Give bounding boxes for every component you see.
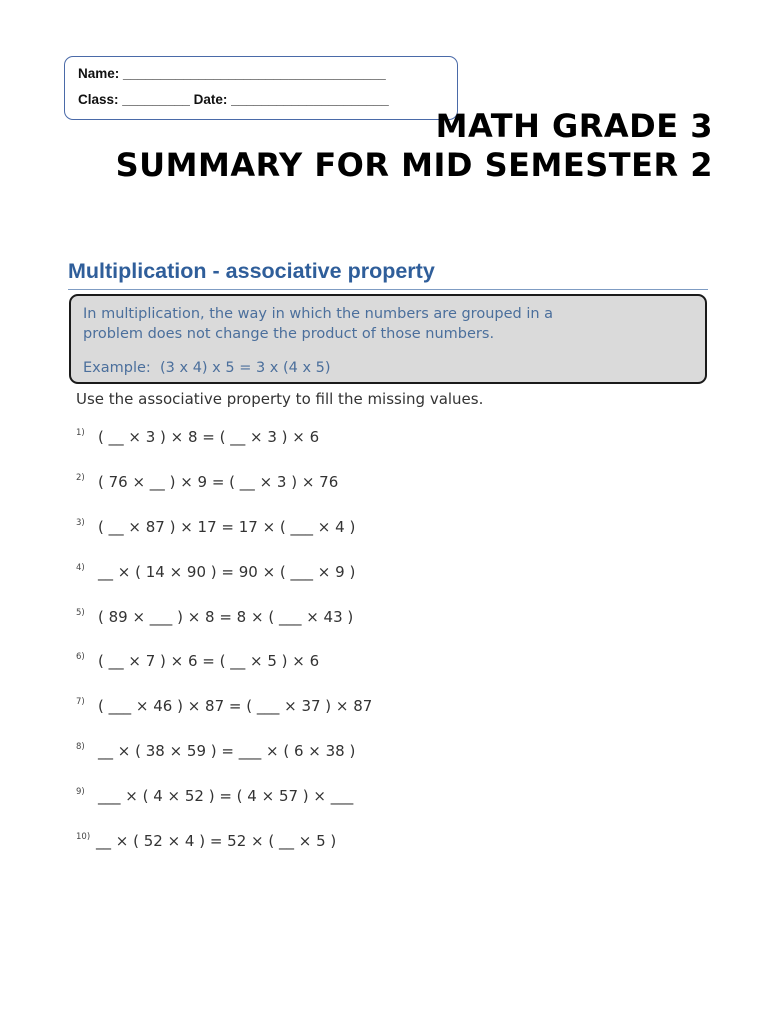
problem-number: 1) bbox=[76, 428, 85, 438]
definition-example: Example: (3 x 4) x 5 = 3 x (4 x 5) bbox=[83, 360, 331, 376]
problem-number: 2) bbox=[76, 473, 85, 483]
problem-number: 6) bbox=[76, 652, 85, 662]
definition-line-2: problem does not change the product of those numbers. bbox=[83, 326, 495, 342]
instructions: Use the associative property to fill the missing values. bbox=[76, 390, 484, 408]
definition-text bbox=[83, 304, 553, 344]
name-line[interactable]: Name: ___________________________________ bbox=[78, 66, 386, 81]
problem-number: 3) bbox=[76, 518, 85, 528]
problem-number: 8) bbox=[76, 742, 85, 752]
problem-expression[interactable]: ( __ × 3 ) × 8 = ( __ × 3 ) × 6 bbox=[98, 428, 320, 446]
problem-number: 9) bbox=[76, 787, 85, 797]
definition-line-1: In multiplication, the way in which the numbers are grouped in a bbox=[83, 306, 554, 322]
heading-divider bbox=[68, 289, 708, 290]
student-info-box bbox=[64, 56, 458, 120]
problem-expression[interactable]: ( 89 × ___ ) × 8 = 8 × ( ___ × 43 ) bbox=[98, 608, 354, 626]
definition-box bbox=[69, 294, 707, 384]
problem-expression[interactable]: ___ × ( 4 × 52 ) = ( 4 × 57 ) × ___ bbox=[98, 787, 354, 805]
problem-expression[interactable]: __ × ( 14 × 90 ) = 90 × ( ___ × 9 ) bbox=[98, 563, 356, 581]
problem-expression[interactable]: ( __ × 7 ) × 6 = ( __ × 5 ) × 6 bbox=[98, 652, 320, 670]
problem-expression[interactable]: __ × ( 52 × 4 ) = 52 × ( __ × 5 ) bbox=[96, 832, 337, 850]
problem-number: 7) bbox=[76, 697, 85, 707]
section-heading: Multiplication - associative property bbox=[68, 259, 435, 283]
problem-expression[interactable]: __ × ( 38 × 59 ) = ___ × ( 6 × 38 ) bbox=[98, 742, 356, 760]
page-title: MATH GRADE 3 bbox=[435, 107, 713, 145]
problem-number: 5) bbox=[76, 608, 85, 618]
problem-number: 10) bbox=[76, 832, 91, 842]
problem-expression[interactable]: ( __ × 87 ) × 17 = 17 × ( ___ × 4 ) bbox=[98, 518, 356, 536]
problem-expression[interactable]: ( ___ × 46 ) × 87 = ( ___ × 37 ) × 87 bbox=[98, 697, 373, 715]
class-date-line[interactable]: Class: _________ Date: _____________________ bbox=[78, 92, 389, 107]
problem-expression[interactable]: ( 76 × __ ) × 9 = ( __ × 3 ) × 76 bbox=[98, 473, 339, 491]
page-subtitle: SUMMARY FOR MID SEMESTER 2 bbox=[115, 146, 713, 184]
problem-number: 4) bbox=[76, 563, 85, 573]
